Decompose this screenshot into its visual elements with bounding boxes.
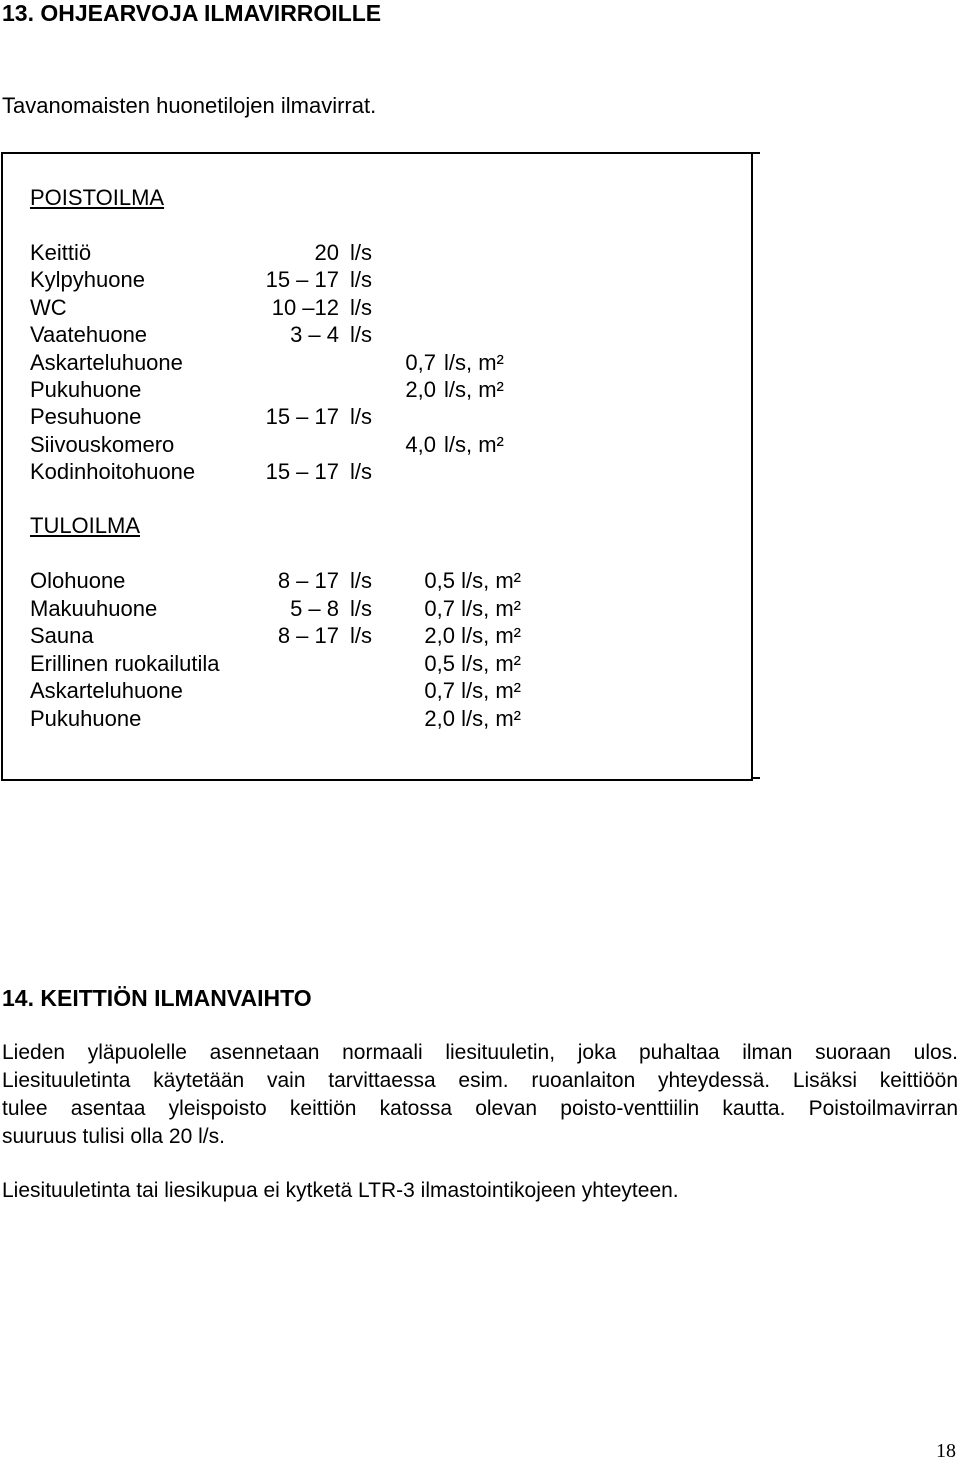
area-flow-value: 2,0 — [405, 377, 436, 402]
flow-value: 10 –12 — [271, 295, 339, 320]
flow-unit: l/s — [350, 404, 372, 429]
area-flow-value: 4,0 — [405, 432, 436, 457]
room-name: Askarteluhuone — [30, 350, 183, 375]
paragraph-line: Liesituuletinta käytetään vain tarvittaessa esim. ruoanlaiton yhteydessä. Lisäksi keittiöön — [2, 1069, 958, 1092]
room-name: Sauna — [30, 623, 94, 648]
flow-unit: l/s — [350, 568, 372, 593]
flow-value: 15 – 17 — [265, 267, 339, 292]
room-name: Kodinhoitohuone — [30, 459, 196, 484]
flow-unit: l/s — [350, 295, 372, 320]
room-name: Makuuhuone — [30, 596, 158, 621]
room-name: Kylpyhuone — [30, 267, 145, 292]
flow-unit: l/s — [350, 267, 372, 292]
room-name: Siivouskomero — [30, 432, 175, 457]
flow-value: 20 — [314, 240, 339, 265]
area-flow-unit: l/s, m² — [444, 350, 504, 375]
poistoilma-title: POISTOILMA — [30, 185, 165, 210]
area-flow: 0,5 l/s, m² — [424, 568, 521, 593]
area-flow: 0,5 l/s, m² — [424, 651, 521, 676]
tuloilma-title: TULOILMA — [30, 513, 141, 538]
flow-unit: l/s — [350, 322, 372, 347]
room-name: Askarteluhuone — [30, 678, 183, 703]
room-name: Vaatehuone — [30, 322, 148, 347]
flow-value: 3 – 4 — [290, 322, 339, 347]
area-flow: 2,0 l/s, m² — [424, 623, 521, 648]
area-flow: 2,0 l/s, m² — [424, 706, 521, 731]
flow-value: 5 – 8 — [290, 596, 339, 621]
room-name: Pesuhuone — [30, 404, 142, 429]
room-name: WC — [30, 295, 67, 320]
room-name: Olohuone — [30, 568, 126, 593]
paragraph-2: Liesituuletinta tai liesikupua ei kytketä LTR-3 ilmastointikojeen yhteyteen. — [2, 1179, 679, 1202]
page-number: 18 — [936, 1440, 956, 1462]
paragraph-line: suuruus tulisi olla 20 l/s. — [2, 1125, 225, 1148]
paragraph-line: Lieden yläpuolelle asennetaan normaali liesituuletin, joka puhaltaa ilman suoraan ulos. — [2, 1041, 958, 1064]
frame-top-extension — [751, 152, 760, 154]
paragraph-line: tulee asentaa yleispoisto keittiön katossa olevan poisto-venttiilin kautta. Poistoilmavirran — [2, 1097, 958, 1120]
area-flow-unit: l/s, m² — [444, 432, 504, 457]
flow-value: 15 – 17 — [265, 459, 339, 484]
flow-value: 8 – 17 — [277, 623, 339, 648]
room-name: Erillinen ruokailutila — [30, 651, 220, 676]
area-flow: 0,7 l/s, m² — [424, 596, 521, 621]
flow-value: 15 – 17 — [265, 404, 339, 429]
frame-bottom-extension — [751, 777, 760, 779]
flow-unit: l/s — [350, 596, 372, 621]
room-name: Keittiö — [30, 240, 92, 265]
flow-unit: l/s — [350, 240, 372, 265]
area-flow: 0,7 l/s, m² — [424, 678, 521, 703]
flow-value: 8 – 17 — [277, 568, 339, 593]
section-13-heading: 13. OHJEARVOJA ILMAVIRROILLE — [2, 0, 382, 26]
section-13-intro: Tavanomaisten huonetilojen ilmavirrat. — [2, 93, 377, 118]
room-name: Pukuhuone — [30, 377, 142, 402]
flow-unit: l/s — [350, 459, 372, 484]
room-name: Pukuhuone — [30, 706, 142, 731]
area-flow-unit: l/s, m² — [444, 377, 504, 402]
flow-unit: l/s — [350, 623, 372, 648]
area-flow-value: 0,7 — [405, 350, 436, 375]
section-14-heading: 14. KEITTIÖN ILMANVAIHTO — [2, 985, 312, 1011]
